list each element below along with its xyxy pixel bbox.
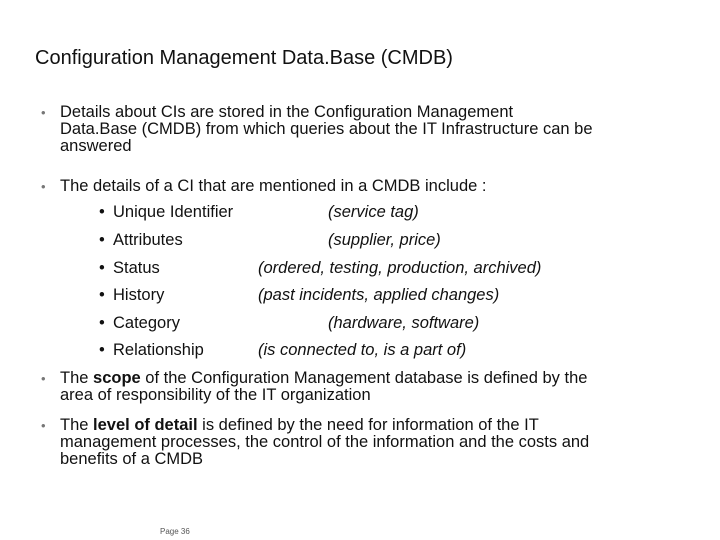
sub-item-label: Relationship [113, 341, 204, 359]
bullet-line: area of responsibility of the IT organization [60, 386, 371, 404]
bullet-line [60, 417, 710, 434]
sub-bullet-icon: • [99, 231, 105, 249]
bullet-emphasis: scope [93, 369, 141, 387]
bullet-text: The [60, 416, 94, 434]
bullet-cmdb-details [41, 103, 710, 155]
sub-bullet-icon: • [99, 341, 105, 359]
sub-bullet-icon: • [99, 314, 105, 332]
bullet-icon: • [41, 105, 46, 120]
sub-item-label: Category [113, 314, 180, 332]
bullet-cmdb-scope [41, 369, 710, 404]
sub-item-label: History [113, 286, 165, 304]
bullet-line: benefits of a CMDB [60, 450, 204, 468]
sub-item-note: (supplier, price) [328, 231, 441, 249]
bullet-icon: • [41, 179, 46, 194]
sub-item-history [99, 286, 165, 304]
sub-item-category [99, 314, 180, 332]
sub-item-status [99, 259, 160, 277]
bullet-line: The details of a CI that are mentioned in a CMDB include : [60, 177, 487, 195]
sub-item-unique-identifier [99, 203, 234, 221]
bullet-emphasis: level of detail [93, 416, 198, 434]
page-number: Page 36 [160, 527, 190, 536]
sub-bullet-icon: • [99, 259, 105, 277]
bullet-line: management processes, the control of the information and the costs and [60, 433, 590, 451]
sub-item-relationship [99, 341, 204, 359]
sub-item-label: Unique Identifier [113, 203, 234, 221]
bullet-icon: • [41, 418, 46, 433]
bullet-ci-details [41, 177, 710, 195]
sub-item-attributes [99, 231, 183, 249]
bullet-text: The [60, 369, 94, 387]
bullet-level-of-detail [41, 416, 710, 468]
bullet-text: is defined by the need for information of the IT [197, 416, 539, 434]
sub-bullet-icon: • [99, 203, 105, 221]
bullet-line [60, 370, 710, 387]
sub-item-note: (is connected to, is a part of) [258, 341, 467, 359]
bullet-line: answered [60, 137, 132, 155]
bullet-icon: • [41, 371, 46, 386]
bullet-text: of the Configuration Management database is defined by the [140, 369, 588, 387]
slide-title: Configuration Management Data.Base (CMDB) [35, 47, 453, 69]
bullet-line: Data.Base (CMDB) from which queries about the IT Infrastructure can be [60, 120, 593, 138]
sub-item-note: (hardware, software) [328, 314, 480, 332]
sub-item-label: Status [113, 259, 160, 277]
sub-bullet-icon: • [99, 286, 105, 304]
bullet-line: Details about CIs are stored in the Configuration Management [60, 103, 514, 121]
sub-item-note: (ordered, testing, production, archived) [258, 259, 542, 277]
sub-item-label: Attributes [113, 231, 183, 249]
sub-item-note: (service tag) [328, 203, 419, 221]
sub-item-note: (past incidents, applied changes) [258, 286, 500, 304]
